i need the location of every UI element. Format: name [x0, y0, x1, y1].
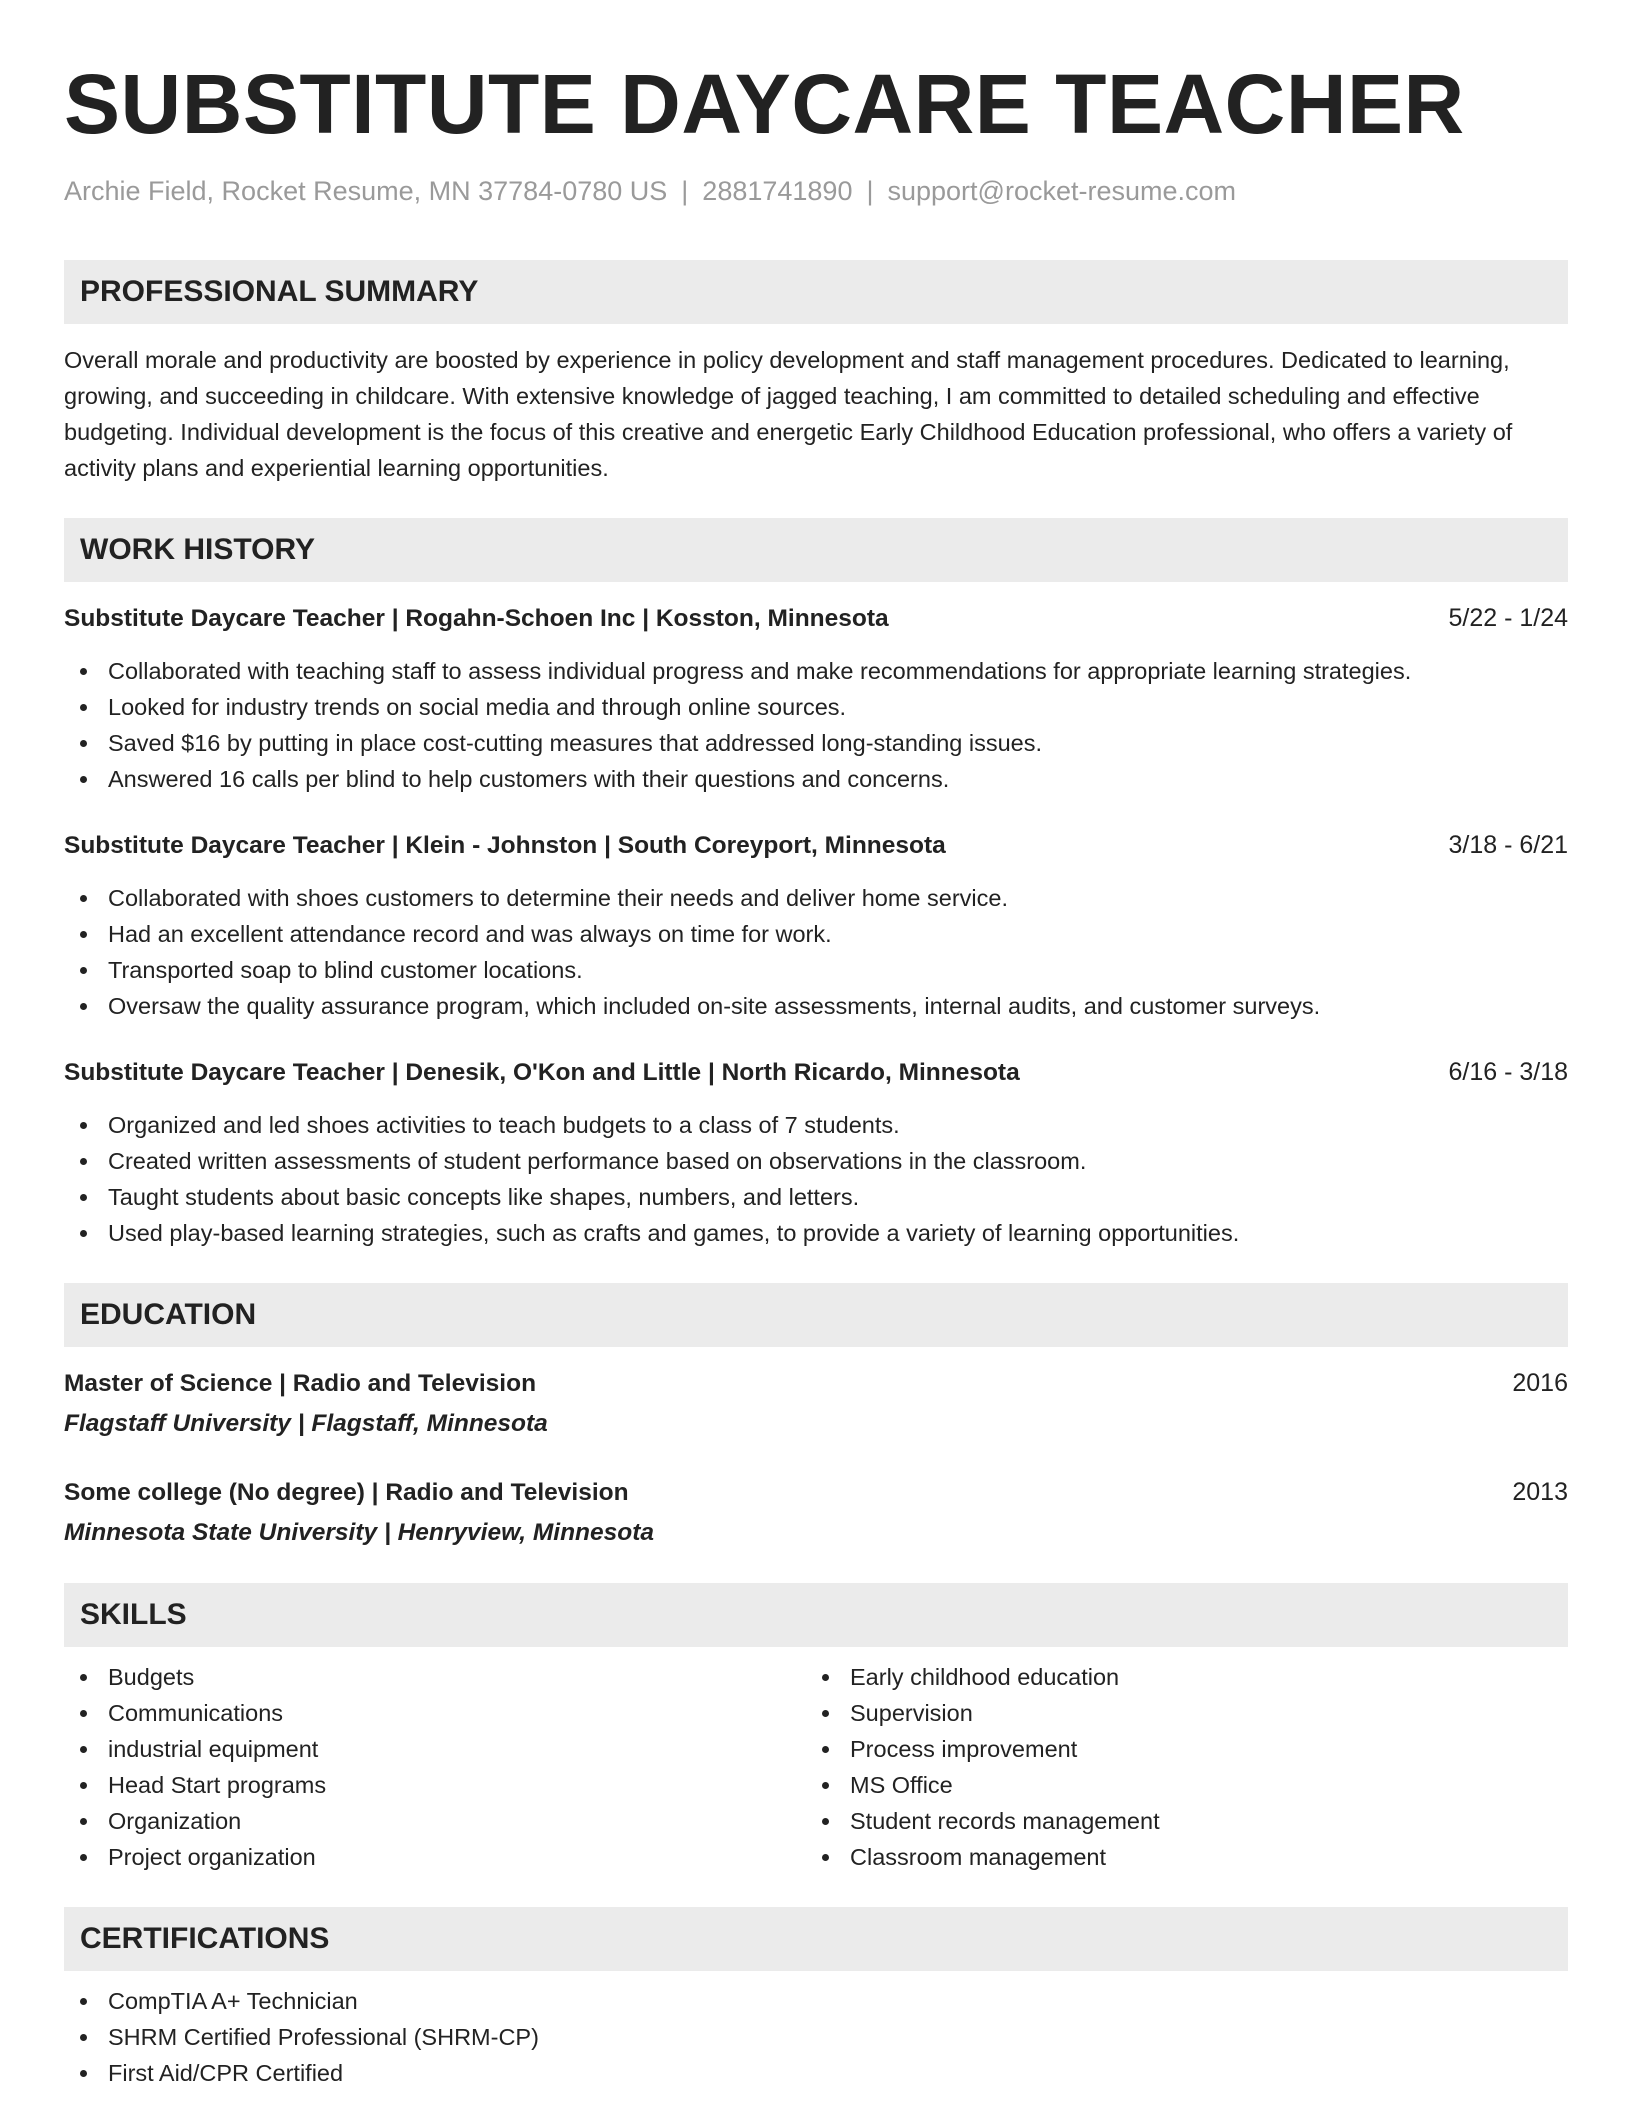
- resume-page: [64, 56, 1568, 2091]
- contact-separator: |: [866, 176, 874, 206]
- section-header-education: [64, 1283, 1568, 1347]
- skills-column-left: [64, 1659, 806, 1875]
- certifications-list: [64, 1983, 1568, 2091]
- job-dates: 3/18 - 6/21: [1448, 831, 1568, 859]
- certification-item: First Aid/CPR Certified: [64, 2055, 1568, 2091]
- skill-item: Process improvement: [806, 1731, 1548, 1767]
- contact-email: support@rocket-resume.com: [887, 176, 1237, 206]
- education-school: Flagstaff University | Flagstaff, Minnesota: [64, 1410, 548, 1437]
- contact-phone: 2881741890: [702, 176, 853, 206]
- education-year: 2016: [1512, 1369, 1568, 1397]
- section-title: PROFESSIONAL SUMMARY: [80, 275, 479, 308]
- job-dates: 5/22 - 1/24: [1448, 604, 1568, 632]
- job-bullet: Collaborated with teaching staff to assess individual progress and make recommendations for appropriate learning strategies.: [64, 653, 1568, 689]
- job-bullet: Collaborated with shoes customers to determine their needs and deliver home service.: [64, 880, 1568, 916]
- contact-separator: |: [681, 176, 689, 206]
- education-school: Minnesota State University | Henryview, Minnesota: [64, 1519, 655, 1546]
- skill-item: Head Start programs: [64, 1767, 806, 1803]
- job-entry: [64, 1054, 1568, 1251]
- skill-item: industrial equipment: [64, 1731, 806, 1767]
- skill-item: Organization: [64, 1803, 806, 1839]
- section-header-certifications: [64, 1907, 1568, 1971]
- skill-item: Communications: [64, 1695, 806, 1731]
- education-entry: [64, 1365, 1568, 1442]
- section-title: SKILLS: [80, 1598, 187, 1631]
- job-bullet: Saved $16 by putting in place cost-cutting measures that addressed long-standing issues.: [64, 725, 1568, 761]
- contact-address: Archie Field, Rocket Resume, MN 37784-0780 US: [64, 176, 668, 206]
- job-bullet: Used play-based learning strategies, such as crafts and games, to provide a variety of learning opportunities.: [64, 1215, 1568, 1251]
- resume-title: SUBSTITUTE DAYCARE TEACHER: [64, 57, 1465, 151]
- job-bullets: [64, 880, 1568, 1024]
- education-degree: Master of Science | Radio and Television: [64, 1370, 537, 1397]
- job-dates: 6/16 - 3/18: [1448, 1058, 1568, 1086]
- job-bullet: Had an excellent attendance record and was always on time for work.: [64, 916, 1568, 952]
- contact-line: [64, 174, 1568, 208]
- skill-item: Classroom management: [806, 1839, 1548, 1875]
- job-bullets: [64, 1107, 1568, 1251]
- job-bullet: Created written assessments of student performance based on observations in the classroom.: [64, 1143, 1568, 1179]
- section-title: EDUCATION: [80, 1298, 257, 1331]
- skills-column-right: [806, 1659, 1548, 1875]
- job-title: Substitute Daycare Teacher | Klein - Johnston | South Coreyport, Minnesota: [64, 832, 946, 859]
- skill-item: Supervision: [806, 1695, 1548, 1731]
- education-degree: Some college (No degree) | Radio and Television: [64, 1479, 629, 1506]
- job-bullets: [64, 653, 1568, 797]
- section-header-summary: [64, 260, 1568, 324]
- skill-item: MS Office: [806, 1767, 1548, 1803]
- section-header-work-history: [64, 518, 1568, 582]
- skill-item: Early childhood education: [806, 1659, 1548, 1695]
- section-title: CERTIFICATIONS: [80, 1922, 330, 1955]
- job-title: Substitute Daycare Teacher | Rogahn-Schoen Inc | Kosston, Minnesota: [64, 605, 889, 632]
- job-title: Substitute Daycare Teacher | Denesik, O'Kon and Little | North Ricardo, Minnesota: [64, 1059, 1020, 1086]
- skill-item: Student records management: [806, 1803, 1548, 1839]
- job-bullet: Answered 16 calls per blind to help customers with their questions and concerns.: [64, 761, 1568, 797]
- certification-item: CompTIA A+ Technician: [64, 1983, 1568, 2019]
- education-year: 2013: [1512, 1478, 1568, 1506]
- job-bullet: Looked for industry trends on social media and through online sources.: [64, 689, 1568, 725]
- education-entry: [64, 1474, 1568, 1551]
- skill-item: Budgets: [64, 1659, 806, 1695]
- job-entry: [64, 827, 1568, 1024]
- job-bullet: Transported soap to blind customer locations.: [64, 952, 1568, 988]
- section-title: WORK HISTORY: [80, 533, 316, 566]
- certification-item: SHRM Certified Professional (SHRM-CP): [64, 2019, 1568, 2055]
- job-entry: [64, 600, 1568, 797]
- job-bullet: Organized and led shoes activities to teach budgets to a class of 7 students.: [64, 1107, 1568, 1143]
- job-bullet: Taught students about basic concepts like shapes, numbers, and letters.: [64, 1179, 1568, 1215]
- skill-item: Project organization: [64, 1839, 806, 1875]
- section-header-skills: [64, 1583, 1568, 1647]
- job-bullet: Oversaw the quality assurance program, which included on-site assessments, internal audits, and customer surveys.: [64, 988, 1568, 1024]
- summary-text: Overall morale and productivity are boosted by experience in policy development and staff management procedures. Dedicated to learning, growing, and succeeding in childcare. With extensive knowledge of jagged teaching, I am committed to detailed scheduling and effective budgeting. Individual development is the focus of this creative and energetic Early Childhood Education professional, who offers a variety of activity plans and experiential learning opportunities.: [64, 347, 1513, 481]
- skills-grid: [64, 1659, 1568, 1875]
- certifications-bullets: [64, 1983, 1568, 2091]
